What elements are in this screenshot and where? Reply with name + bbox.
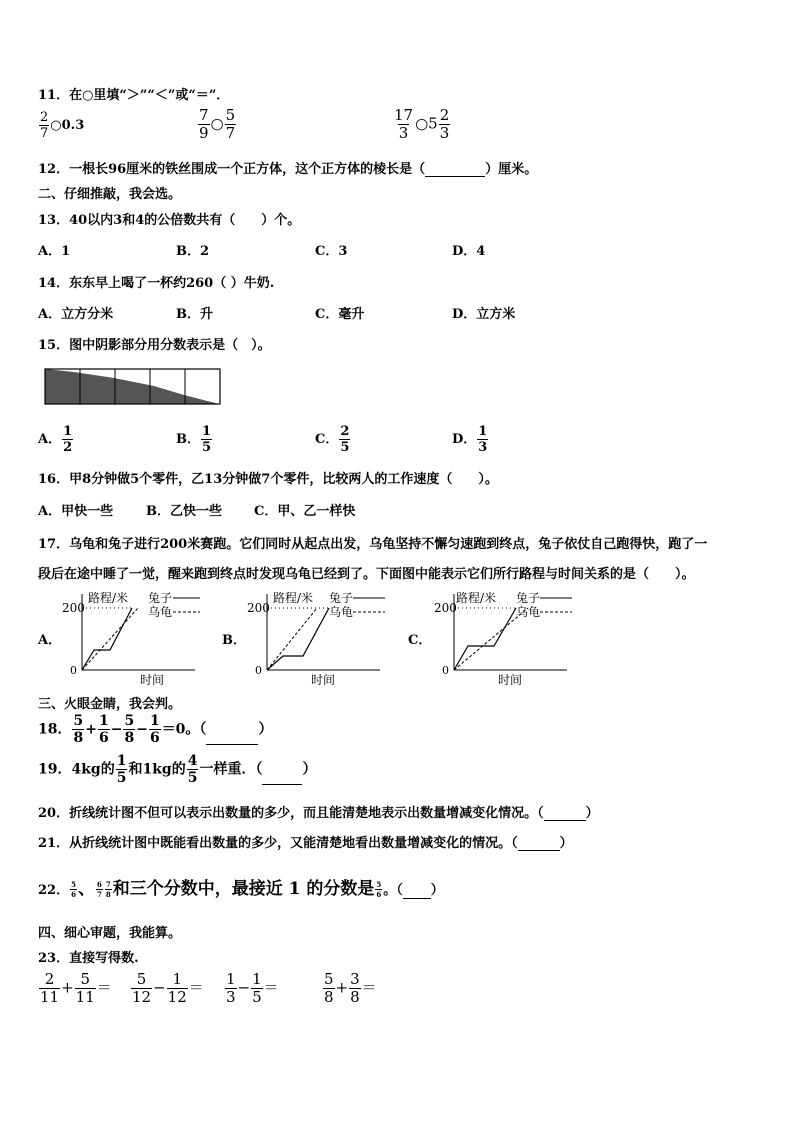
option-c[interactable]: C．甲、乙一样快 — [254, 504, 356, 519]
section-2-title: 二、仔细推敲，我会选。 — [38, 187, 182, 202]
q11-item-3: $\frac{17}{3}$ ○5 $\frac{2}{3}$ — [394, 106, 450, 142]
q11-item-2: $\frac{7}{9}$ ○ $\frac{5}{7}$ — [199, 106, 236, 142]
option-d[interactable]: D．立方米 — [452, 307, 516, 322]
svg-text:200: 200 — [434, 601, 457, 615]
option-d[interactable]: D．4 — [452, 244, 486, 259]
q11-item-1: $\frac{2}{7}$ ○0.3 — [40, 110, 85, 141]
svg-text:兔子: 兔子 — [148, 591, 173, 605]
q23-stem: 23．直接写得数. — [38, 951, 139, 966]
section-3-title: 三、火眼金睛，我会判。 — [38, 697, 182, 712]
svg-text:路程/米: 路程/米 — [88, 591, 129, 605]
option-a[interactable]: A．甲快一些 — [38, 504, 114, 519]
answer-blank[interactable] — [544, 820, 586, 821]
answer-blank[interactable] — [403, 898, 431, 899]
graph-b[interactable] — [245, 588, 405, 686]
svg-text:0: 0 — [255, 664, 262, 677]
option-d[interactable]: D． $\frac{1}{3}$ — [452, 424, 488, 455]
q19: 19．4kg的 $\frac{1}{5}$ 和1kg的 $\frac{4}{5}$ 一样重．（ ） — [38, 753, 317, 786]
svg-text:乌龟: 乌龟 — [148, 605, 173, 619]
svg-text:乌龟: 乌龟 — [329, 605, 354, 619]
option-b[interactable]: B．2 — [176, 244, 210, 259]
option-c[interactable]: C．3 — [315, 244, 348, 259]
option-b[interactable]: B． $\frac{1}{5}$ — [176, 424, 212, 455]
calc-expression: $\frac{5}{12}$ − $\frac{1}{12}$ ＝ — [132, 970, 204, 1006]
q15-stem: 15．图中阴影部分用分数表示是（ ）。 — [38, 338, 271, 353]
shaded-bar-figure — [44, 368, 224, 406]
answer-blank[interactable] — [425, 176, 485, 177]
svg-text:200: 200 — [62, 601, 85, 615]
q22: 22． $\frac{5}{6}$ 、 $\frac{6}{7}$ $\frac{7}{8}$ 和三个分数中，最接近 1 的分数是 $\frac{5}{6}$ 。（ ） — [38, 879, 444, 899]
q16-stem: 16．甲8分钟做5个零件，乙13分钟做7个零件，比较两人的工作速度（ ）。 — [38, 472, 498, 487]
svg-text:时间: 时间 — [311, 673, 336, 686]
svg-text:0: 0 — [70, 664, 77, 677]
option-b[interactable]: B． — [222, 633, 246, 648]
answer-blank[interactable] — [262, 784, 302, 785]
svg-text:路程/米: 路程/米 — [456, 591, 497, 605]
option-a[interactable]: A．立方分米 — [38, 307, 114, 322]
q11-stem: 11．在○里填“＞”“＜”或“＝”． — [38, 88, 230, 103]
svg-text:兔子: 兔子 — [516, 591, 541, 605]
option-b[interactable]: B．乙快一些 — [146, 504, 222, 519]
option-c[interactable]: C． — [408, 633, 432, 648]
calc-expression: $\frac{2}{11}$ + $\frac{5}{11}$ ＝ — [40, 970, 112, 1006]
option-a[interactable]: A．1 — [38, 244, 71, 259]
fraction: $\frac{2}{7}$ — [40, 110, 49, 141]
svg-text:时间: 时间 — [498, 673, 523, 686]
svg-text:0: 0 — [442, 664, 449, 677]
option-b[interactable]: B．升 — [176, 307, 213, 322]
option-c[interactable]: C．毫升 — [315, 307, 365, 322]
svg-text:200: 200 — [247, 601, 270, 615]
q17-line-1: 17．乌龟和兔子进行200米赛跑。它们同时从起点出发，乌龟坚持不懈匀速跑到终点，兔子依仗自己跑得快，跑了一 — [38, 537, 708, 552]
q12: 12．一根长96厘米的铁丝围成一个正方体，这个正方体的棱长是（ ）厘米。 — [38, 162, 538, 177]
answer-blank[interactable] — [518, 850, 560, 851]
q18: 18． $\frac{5}{8}$ + $\frac{1}{6}$ − $\frac{5}{8}$ − $\frac{1}{6}$ ＝0。（ ） — [38, 713, 273, 746]
option-c[interactable]: C． $\frac{2}{5}$ — [315, 424, 350, 455]
svg-text:时间: 时间 — [140, 673, 165, 686]
graph-c[interactable] — [432, 588, 592, 686]
q21: 21．从折线统计图中既能看出数量的多少，又能清楚地看出数量增减变化的情况。（ ） — [38, 836, 573, 851]
calc-expression: $\frac{1}{3}$ − $\frac{1}{5}$ ＝ — [226, 970, 279, 1006]
calc-expression: $\frac{5}{8}$ + $\frac{3}{8}$ ＝ — [324, 970, 377, 1006]
q17-line-2: 段后在途中睡了一觉，醒来跑到终点时发现乌龟已经到了。下面图中能表示它们所行路程与时间关系的是（ ）。 — [38, 567, 695, 582]
svg-text:兔子: 兔子 — [329, 591, 354, 605]
option-a[interactable]: A． — [38, 633, 62, 648]
graph-a[interactable] — [60, 588, 220, 686]
answer-blank[interactable] — [206, 744, 258, 745]
svg-text:路程/米: 路程/米 — [273, 591, 314, 605]
section-4-title: 四、细心审题，我能算。 — [38, 926, 182, 941]
q14-stem: 14．东东早上喝了一杯约260（ ）牛奶. — [38, 276, 275, 291]
option-a[interactable]: A． $\frac{1}{2}$ — [38, 424, 73, 455]
q20: 20．折线统计图不但可以表示出数量的多少，而且能清楚地表示出数量增减变化情况。（ ） — [38, 806, 599, 821]
q13-stem: 13．40以内3和4的公倍数共有（ ）个。 — [38, 213, 301, 228]
svg-text:乌龟: 乌龟 — [516, 605, 541, 619]
